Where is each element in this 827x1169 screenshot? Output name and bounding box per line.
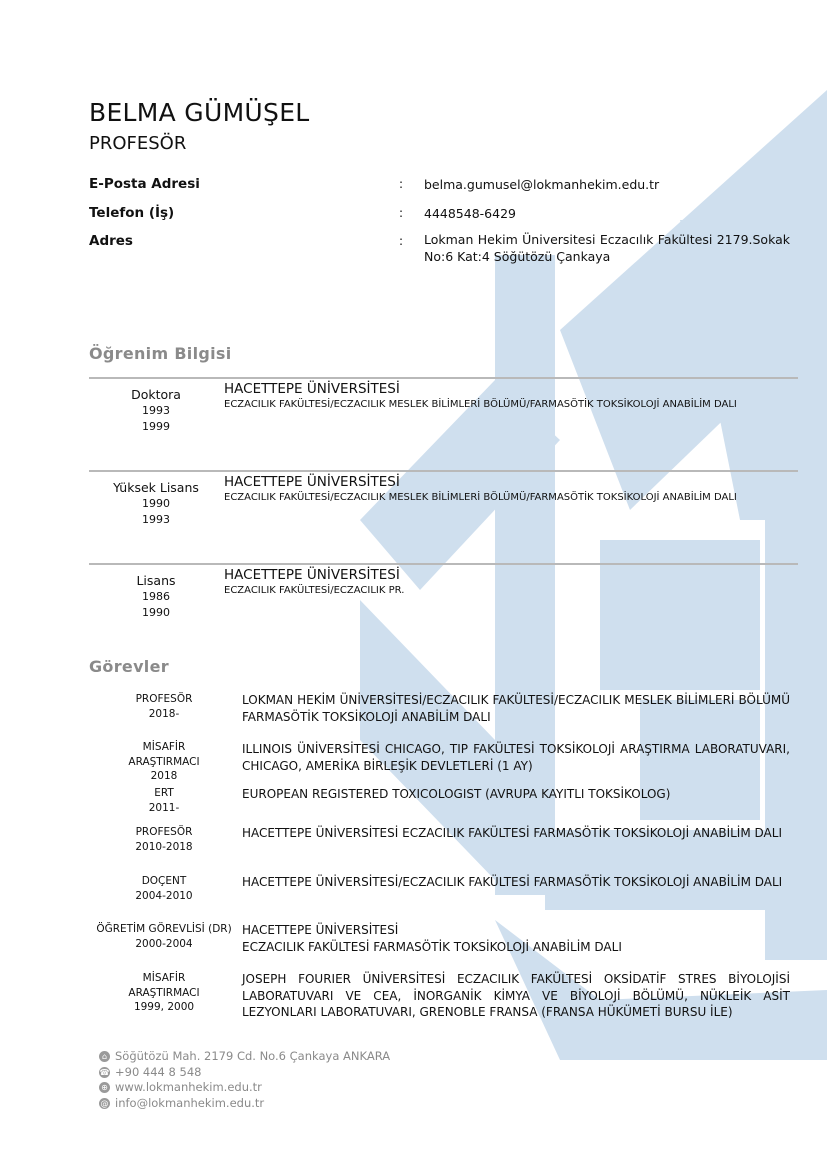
role-title: MİSAFİR ARAŞTIRMACI (128, 972, 200, 999)
university-name: HACETTEPE ÜNİVERSİTESİ (224, 567, 400, 583)
university-name: HACETTEPE ÜNİVERSİTESİ (224, 381, 400, 397)
person-title: PROFESÖR (89, 133, 187, 154)
role-years: 1999, 2000 (133, 1001, 195, 1013)
role-title: ERT (154, 787, 174, 799)
start-year: 1986 (142, 590, 170, 603)
email-colon: : (399, 177, 404, 191)
start-year: 1993 (142, 404, 170, 417)
address-colon: : (399, 234, 404, 248)
end-year: 1993 (142, 513, 170, 526)
home-icon: ⌂ (99, 1051, 110, 1062)
education-heading: Öğrenim Bilgisi (89, 344, 232, 363)
end-year: 1990 (142, 606, 170, 619)
education-entry-detail (224, 567, 798, 598)
education-entry-detail (224, 474, 798, 505)
start-year: 1990 (142, 497, 170, 510)
education-divider (89, 470, 798, 472)
position-role (89, 786, 239, 815)
role-years: 2010-2018 (135, 840, 193, 853)
education-divider (89, 563, 798, 565)
globe-icon: ⊕ (99, 1082, 110, 1093)
position-description: LOKMAN HEKİM ÜNİVERSİTESİ/ECZACILIK FAKÜLTESİ/ECZACILIK MESLEK BİLİMLERİ BÖLÜMÜ FARMASÖTİK TOKSİKOLOJİ ANABİLİM DALI (242, 693, 790, 724)
positions-heading: Görevler (89, 657, 169, 676)
position-role (89, 874, 239, 903)
person-name: BELMA GÜMÜŞEL (89, 98, 310, 127)
role-years: 2018- (148, 707, 180, 720)
education-divider (89, 377, 798, 379)
role-title: MİSAFİR ARAŞTIRMACI (128, 741, 200, 768)
phone-icon: ☎ (99, 1067, 110, 1077)
role-years: 2018 (150, 770, 178, 782)
end-year: 1999 (142, 420, 170, 433)
phone-label: Telefon (İş) (89, 205, 175, 221)
mail-icon: @ (100, 1098, 109, 1108)
position-description: HACETTEPE ÜNİVERSİTESİ ECZACILIK FAKÜLTESİ FARMASÖTİK TOKSİKOLOJİ ANABİLİM DALI (242, 826, 782, 840)
phone-value[interactable]: 4448548-6429 (424, 206, 516, 221)
footer-address-text: Söğütözü Mah. 2179 Cd. No.6 Çankaya ANKARA (115, 1049, 391, 1063)
university-name: HACETTEPE ÜNİVERSİTESİ (224, 474, 400, 490)
description-line: HACETTEPE ÜNİVERSİTESİ (242, 923, 399, 937)
education-entry-date (89, 572, 223, 621)
degree-label: Doktora (131, 387, 181, 402)
education-entry-detail (224, 381, 798, 412)
footer-email-link[interactable]: info@lokmanhekim.edu.tr (115, 1095, 265, 1110)
position-description: JOSEPH FOURIER ÜNİVERSİTESİ ECZACILIK FAKÜLTESİ OKSİDATİF STRES BİYOLOJİSİ LABORATUVARI VE CEA, İNORGANİK KİMYA VE BİYOLOJİ BÖLÜMÜ, NÜKLEİK ASİT LEZYONLARI LABORATUVARI, GRENOBLE FRANSA (FRANSA HÜKÜMETİ BURSU İLE) (242, 972, 790, 1019)
education-entry-date (89, 479, 223, 528)
degree-label: Lisans (136, 573, 176, 588)
position-role (93, 922, 235, 951)
department-name: ECZACILIK FAKÜLTESİ/ECZACILIK MESLEK BİLİMLERİ BÖLÜMÜ/FARMASÖTİK TOKSİKOLOJİ ANABİLİM DALI (224, 399, 737, 410)
footer (99, 1049, 390, 1111)
address-value: Lokman Hekim Üniversitesi Eczacılık Fakültesi 2179.Sokak No:6 Kat:4 Söğütözü Çankaya (424, 232, 790, 264)
position-description: ILLINOIS ÜNİVERSİTESİ CHICAGO, TIP FAKÜLTESİ TOKSİKOLOJİ ARAŞTIRMA LABORATUVARI, CHICAGO, AMERİKA BİRLEŞİK DEVLETLERİ (1 AY) (242, 742, 790, 773)
department-name: ECZACILIK FAKÜLTESİ/ECZACILIK MESLEK BİLİMLERİ BÖLÜMÜ/FARMASÖTİK TOKSİKOLOJİ ANABİLİM DALI (224, 492, 737, 503)
email-label: E-Posta Adresi (89, 176, 200, 192)
role-title: ÖĞRETİM GÖREVLİSİ (DR) (96, 923, 232, 935)
position-description: HACETTEPE ÜNİVERSİTESİ/ECZACILIK FAKÜLTESİ FARMASÖTİK TOKSİKOLOJİ ANABİLİM DALI (242, 875, 783, 889)
position-description (242, 922, 790, 955)
degree-label: Yüksek Lisans (113, 480, 199, 495)
footer-phone (99, 1065, 390, 1081)
position-role (89, 692, 239, 721)
role-years: 2011- (148, 801, 180, 814)
role-title: PROFESÖR (135, 693, 193, 705)
footer-phone-text[interactable]: +90 444 8 548 (115, 1064, 202, 1079)
description-line: ECZACILIK FAKÜLTESİ FARMASÖTİK TOKSİKOLOJİ ANABİLİM DALI (242, 939, 622, 954)
role-years: 2004-2010 (135, 889, 193, 902)
footer-address (99, 1049, 390, 1065)
position-role (89, 825, 239, 854)
role-title: DOÇENT (141, 875, 187, 887)
position-description: EUROPEAN REGISTERED TOXICOLOGIST (AVRUPA KAYITLI TOKSİKOLOG) (242, 787, 671, 801)
address-label: Adres (89, 233, 133, 249)
position-role (91, 740, 237, 784)
footer-web-link[interactable]: www.lokmanhekim.edu.tr (115, 1080, 262, 1094)
phone-colon: : (399, 206, 404, 220)
role-title: PROFESÖR (135, 826, 193, 838)
role-years: 2000-2004 (135, 937, 193, 950)
footer-email (99, 1096, 390, 1112)
position-role (91, 971, 237, 1015)
email-value[interactable]: belma.gumusel@lokmanhekim.edu.tr (424, 177, 660, 192)
education-entry-date (89, 386, 223, 435)
footer-web (99, 1080, 390, 1096)
department-name: ECZACILIK FAKÜLTESİ/ECZACILIK PR. (224, 585, 405, 596)
